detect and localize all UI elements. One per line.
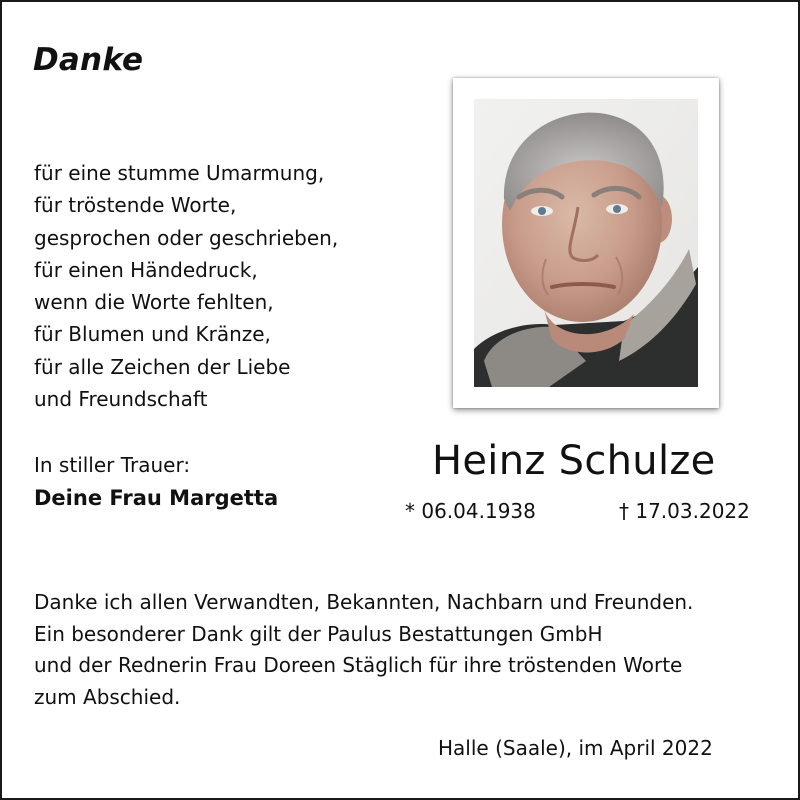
- place-date: Halle (Saale), im April 2022: [438, 736, 713, 760]
- thanks-line: Ein besonderer Dank gilt der Paulus Bestattungen GmbH: [34, 621, 603, 646]
- mourning-label: In stiller Trauer:: [34, 453, 191, 477]
- poem-line: wenn die Worte fehlten,: [34, 290, 274, 315]
- poem-line: für eine stumme Umarmung,: [34, 161, 325, 185]
- portrait-image: [474, 99, 698, 387]
- poem-line: gesprochen oder geschrieben,: [34, 225, 339, 250]
- birth-date: * 06.04.1938: [405, 499, 536, 523]
- death-date: † 17.03.2022: [619, 499, 750, 523]
- deceased-name: Heinz Schulze: [432, 438, 716, 484]
- thanks-line: und der Rednerin Frau Doreen Stäglich für ihre tröstenden Worte: [34, 653, 683, 677]
- portrait-frame: [453, 78, 719, 408]
- poem-line: für tröstende Worte,: [34, 193, 237, 218]
- poem-line: für Blumen und Kränze,: [34, 322, 271, 347]
- poem-line: für einen Händedruck,: [34, 257, 258, 282]
- thanks-line: Danke ich allen Verwandten, Bekannten, Nachbarn und Freunden.: [34, 590, 694, 614]
- poem: [34, 157, 414, 415]
- portrait-photo: [474, 99, 698, 387]
- poem-line: und Freundschaft: [34, 387, 208, 412]
- mourner-name: Deine Frau Margetta: [34, 486, 279, 510]
- heading: Danke: [33, 42, 144, 78]
- thanks-text: [34, 587, 774, 713]
- thanks-line: zum Abschied.: [34, 684, 181, 709]
- poem-line: für alle Zeichen der Liebe: [34, 354, 291, 379]
